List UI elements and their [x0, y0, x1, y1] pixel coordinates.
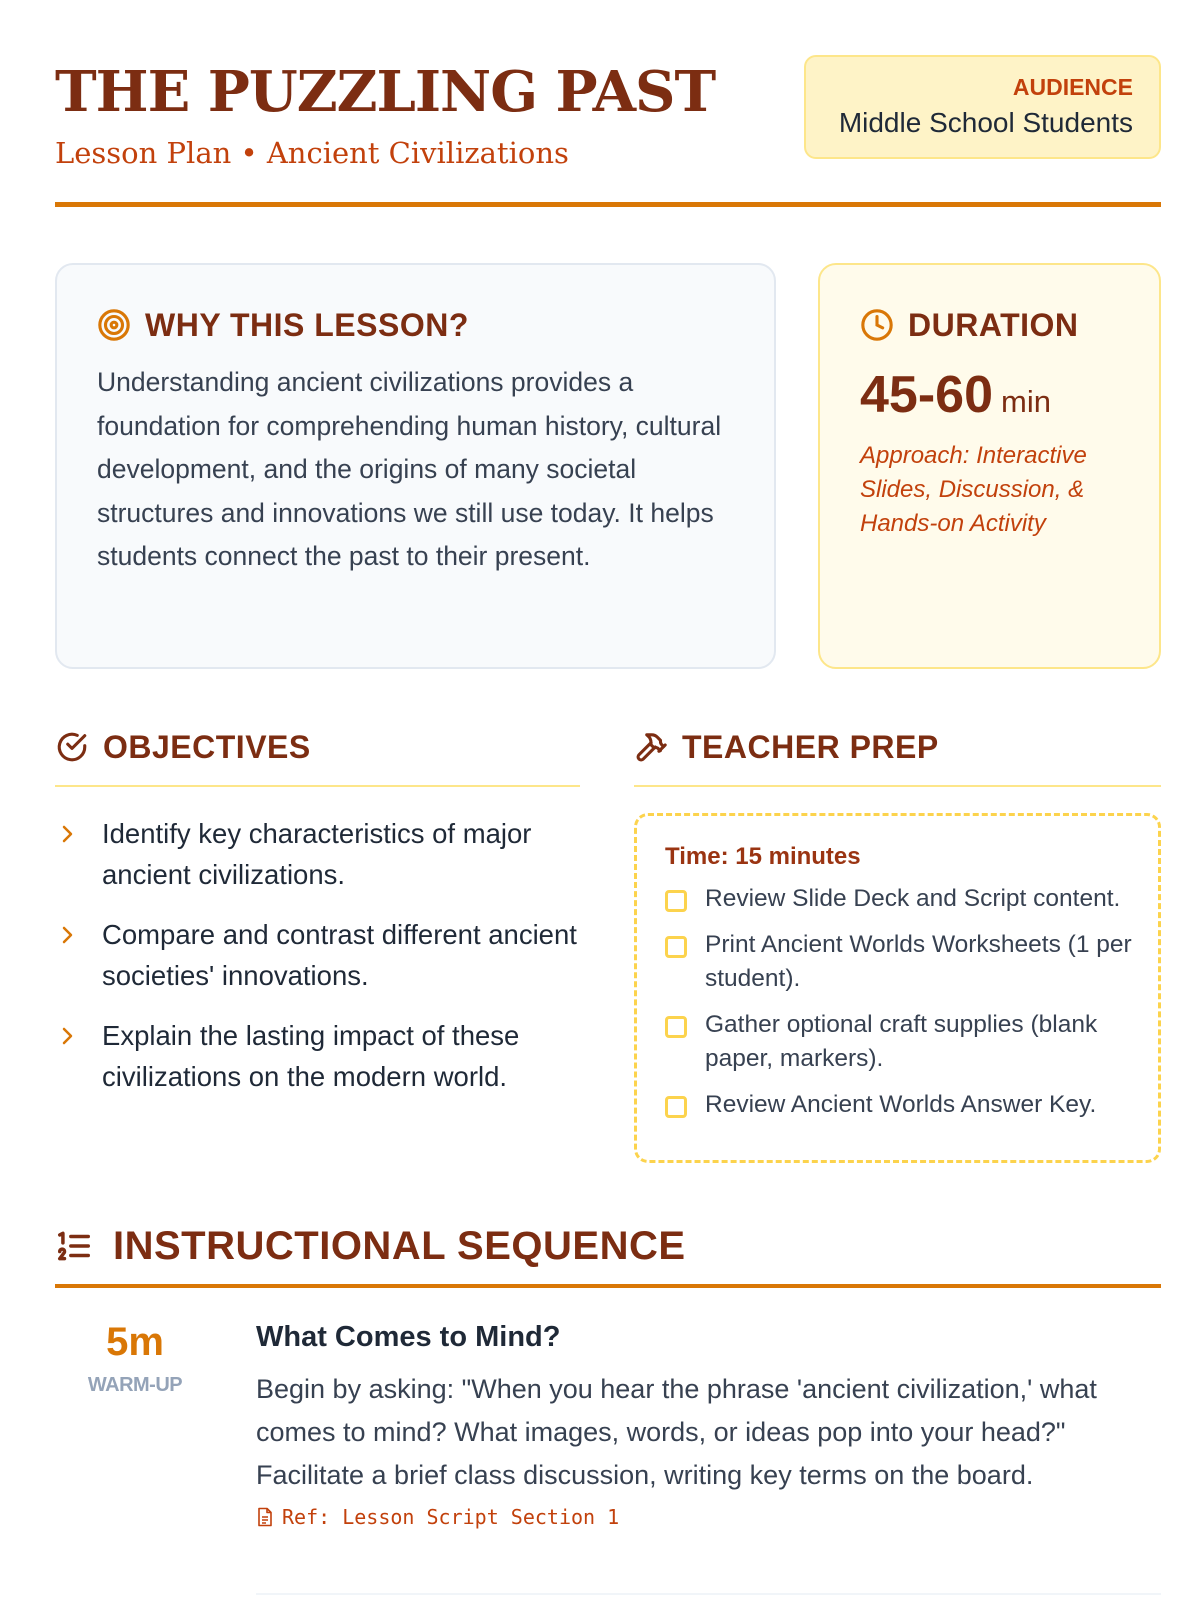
objectives-heading-row — [55, 727, 580, 787]
prep-item — [665, 1008, 1138, 1076]
objectives-list — [55, 813, 580, 1097]
why-text: Understanding ancient civilizations provides a foundation for comprehending human history, cultural development, and the origins of many societal structures and innovations we still use today. It helps students connect the past to their present. — [97, 367, 722, 571]
step-body — [256, 1318, 1161, 1529]
checkbox[interactable] — [665, 1016, 687, 1038]
step-title: What Comes to Mind? — [256, 1321, 561, 1353]
page-subtitle: Lesson Plan • Ancient Civilizations — [55, 136, 569, 170]
duration-approach: Approach: Interactive Slides, Discussion, & Hands-on Activity — [860, 442, 1087, 537]
step-phase: WARM-UP — [87, 1374, 183, 1396]
header-divider — [55, 202, 1161, 207]
step-time-column — [55, 1318, 215, 1397]
sequence-divider — [55, 1284, 1161, 1288]
duration-unit: min — [1001, 384, 1051, 419]
teacher-prep-section — [634, 727, 1161, 1163]
chevron-right-icon — [61, 926, 75, 944]
prep-heading-row — [634, 727, 1161, 787]
step-reference — [256, 1505, 1161, 1529]
prep-item-text: Gather optional craft supplies (blank paper, markers). — [705, 1011, 1098, 1072]
check-circle-icon — [55, 730, 89, 764]
why-card — [55, 263, 776, 669]
objective-item — [55, 1015, 580, 1097]
clock-icon — [860, 308, 894, 342]
sequence-heading: INSTRUCTIONAL SEQUENCE — [113, 1224, 686, 1268]
objectives-section — [55, 727, 580, 1116]
target-icon — [97, 308, 131, 342]
prep-checklist — [665, 882, 1138, 1122]
step-minutes: 5m — [106, 1320, 164, 1364]
prep-checklist-box — [634, 813, 1161, 1163]
why-heading: WHY THIS LESSON? — [145, 307, 469, 343]
objective-item — [55, 914, 580, 996]
checkbox[interactable] — [665, 936, 687, 958]
duration-card — [818, 263, 1161, 669]
checkbox[interactable] — [665, 1096, 687, 1118]
hammer-icon — [634, 730, 668, 764]
audience-label: AUDIENCE — [1012, 74, 1133, 100]
prep-item — [665, 882, 1138, 916]
sequence-heading-row — [55, 1222, 1161, 1270]
duration-value: 45-60 — [860, 366, 993, 424]
step-reference-text: Ref: Lesson Script Section 1 — [282, 1505, 620, 1529]
checkbox[interactable] — [665, 890, 687, 912]
why-heading-row — [97, 305, 734, 345]
page-title: THE PUZZLING PAST — [55, 59, 716, 125]
objective-text: Compare and contrast different ancient societies' innovations. — [102, 919, 577, 991]
prep-item-text: Print Ancient Worlds Worksheets (1 per student). — [705, 931, 1132, 992]
objective-text: Identify key characteristics of major ancient civilizations. — [102, 818, 532, 890]
objective-item — [55, 813, 580, 895]
header — [55, 55, 1161, 205]
chevron-right-icon — [61, 1027, 75, 1045]
objective-text: Explain the lasting impact of these civilizations on the modern world. — [102, 1020, 520, 1092]
objectives-heading: OBJECTIVES — [103, 729, 311, 765]
prep-item — [665, 928, 1138, 996]
prep-item — [665, 1088, 1138, 1122]
document-icon — [256, 1507, 274, 1527]
chevron-right-icon — [61, 825, 75, 843]
duration-heading-row — [860, 305, 1129, 345]
prep-item-text: Review Slide Deck and Script content. — [705, 885, 1121, 912]
step-text: Begin by asking: "When you hear the phrase 'ancient civilization,' what comes to mind? What images, words, or ideas pop into your head?" Facilitate a brief class discussion, writing key terms on the board. — [256, 1374, 1097, 1490]
duration-value-row — [860, 365, 1129, 425]
duration-heading: DURATION — [908, 307, 1079, 343]
instructional-sequence-section — [55, 1222, 1161, 1288]
step-divider — [256, 1593, 1161, 1595]
audience-value: Middle School Students — [838, 107, 1133, 138]
prep-heading: TEACHER PREP — [682, 729, 939, 765]
prep-item-text: Review Ancient Worlds Answer Key. — [705, 1091, 1097, 1118]
audience-badge — [804, 55, 1161, 159]
prep-time: Time: 15 minutes — [665, 843, 861, 870]
numbered-list-icon — [55, 1227, 93, 1265]
